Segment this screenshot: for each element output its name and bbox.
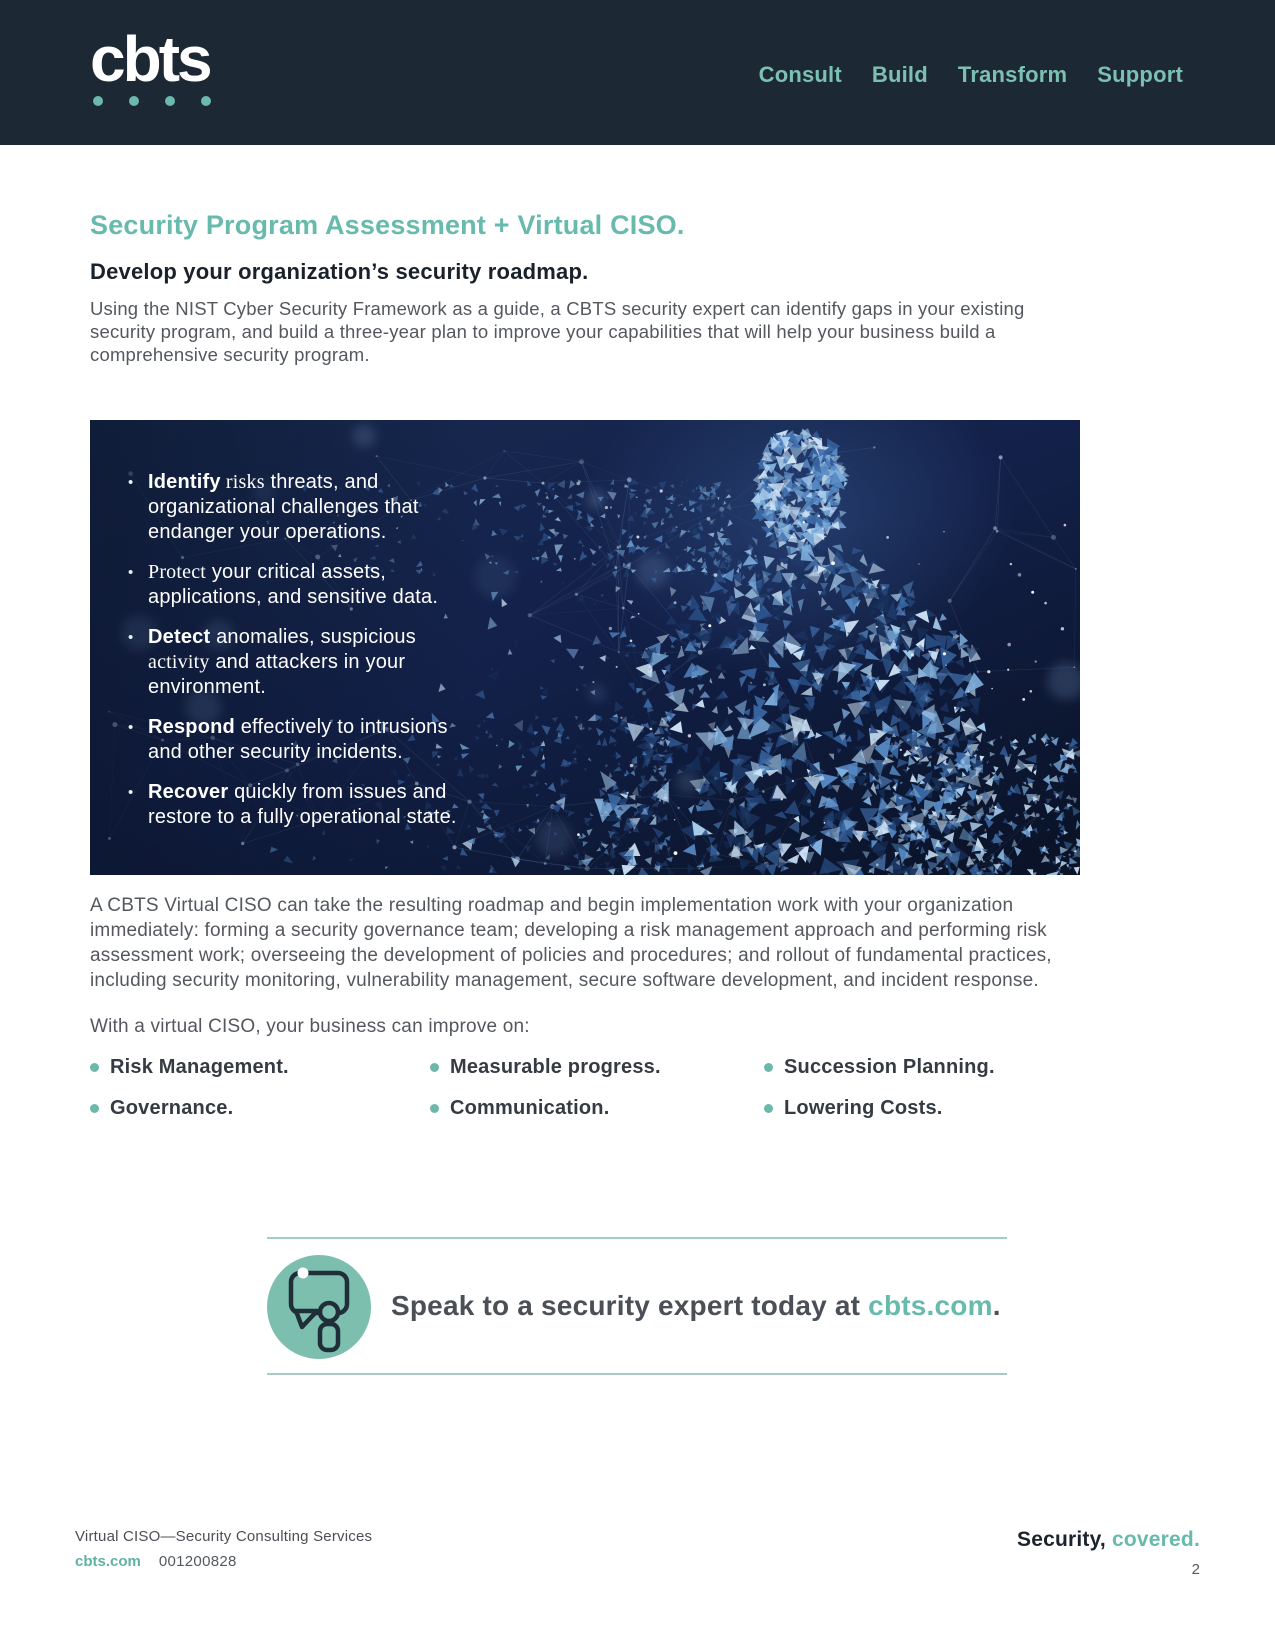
cta-section — [267, 1237, 1007, 1375]
cbts-logo — [90, 24, 220, 106]
footer-left — [75, 1528, 372, 1578]
footer-tagline: Security, covered. — [1017, 1528, 1200, 1551]
footer — [75, 1528, 1200, 1578]
logo-dot-icon — [201, 96, 211, 106]
footer-doc-number: 001200828 — [158, 1553, 237, 1570]
bullet-dot-icon — [90, 1104, 99, 1113]
improve-item: Risk Management. — [90, 1056, 430, 1079]
nav-item-support[interactable]: Support — [1097, 62, 1183, 87]
improve-item: Succession Planning. — [764, 1056, 995, 1079]
logo-dot-icon — [165, 96, 175, 106]
intro-paragraph: Using the NIST Cyber Security Framework as a guide, a CBTS security expert can identify gaps in your existing security program, and build a three-year plan to improve your capabilities that will help your business build a comprehensive security program. — [90, 298, 1025, 365]
improve-item: Communication. — [430, 1097, 764, 1120]
bullet-dot-icon — [764, 1063, 773, 1072]
nav-item-build[interactable]: Build — [871, 62, 928, 87]
logo-dots — [93, 96, 211, 106]
page-number: 2 — [1191, 1561, 1200, 1578]
hero-image — [90, 420, 1080, 875]
nav-item-consult[interactable]: Consult — [758, 62, 842, 87]
hero-bullet: • Identify risks threats, and organizational challenges that endanger your operations. — [120, 470, 482, 545]
hero-bullet: • Recover quickly from issues and restore to a fully operational state. — [120, 780, 482, 830]
improve-list — [90, 1056, 995, 1120]
cta-link[interactable]: cbts.com — [868, 1290, 993, 1321]
hero-bullet-list — [90, 420, 482, 830]
improve-item: Measurable progress. — [430, 1056, 764, 1079]
header — [0, 0, 1275, 145]
page-subtitle: Develop your organization’s security roadmap. — [90, 259, 589, 284]
bullet-dot-icon — [90, 1063, 99, 1072]
footer-site-link[interactable]: cbts.com — [75, 1553, 141, 1570]
improve-intro: With a virtual CISO, your business can improve on: — [90, 1016, 530, 1037]
page-title: Security Program Assessment + Virtual CISO. — [90, 210, 685, 240]
logo-wordmark: cbts — [90, 23, 210, 95]
bullet-dot-icon — [430, 1063, 439, 1072]
cta-text: Speak to a security expert today at cbts.com. — [391, 1290, 1001, 1321]
header-nav — [759, 62, 1183, 88]
logo-dot-icon — [129, 96, 139, 106]
chat-person-icon — [267, 1255, 371, 1359]
logo-dot-icon — [93, 96, 103, 106]
hero-bullet: • Protect your critical assets, applications, and sensitive data. — [120, 560, 482, 610]
improve-item: Lowering Costs. — [764, 1097, 995, 1120]
body-paragraph: A CBTS Virtual CISO can take the resulting roadmap and begin implementation work with your organization immediately: forming a security governance team; developing a risk management approach and performing risk assessment work; overseeing the development of policies and procedures; and rollout of fundamental practices, including security monitoring, vulnerability management, secure software development, and incident response. — [90, 895, 1052, 991]
hero-bullet: • Respond effectively to intrusions and other security incidents. — [120, 715, 482, 765]
improve-item: Governance. — [90, 1097, 430, 1120]
footer-right — [1017, 1528, 1200, 1578]
footer-service-line: Virtual CISO—Security Consulting Services — [75, 1528, 373, 1545]
nav-item-transform[interactable]: Transform — [957, 62, 1068, 87]
hero-bullet: • Detect anomalies, suspicious activity and attackers in your environment. — [120, 625, 482, 700]
bullet-dot-icon — [430, 1104, 439, 1113]
bullet-dot-icon — [764, 1104, 773, 1113]
